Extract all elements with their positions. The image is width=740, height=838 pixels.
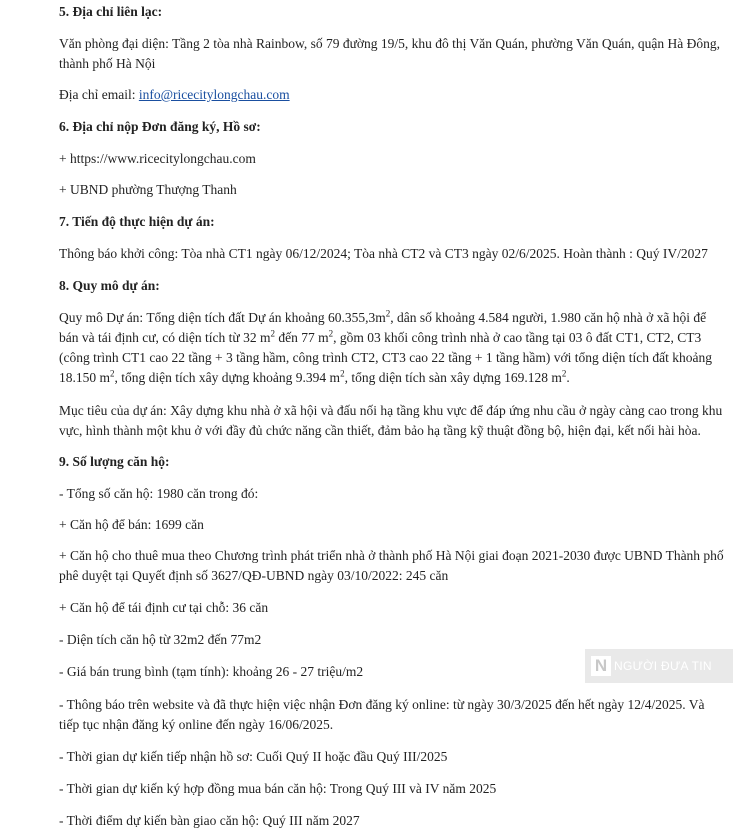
scale-line-1 [59,308,730,328]
scale-text: đến 77 m [274,330,329,345]
contract-time: - Thời gian dự kiến ký hợp đồng mua bán căn hộ: Trong Quý III và IV năm 2025 [59,781,497,796]
scale-text: 18.150 m [59,370,111,385]
apartment-area: - Diện tích căn hộ từ 32m2 đến 77m2 [59,632,262,647]
goal-line-1: Mục tiêu của dự án: Xây dựng khu nhà ở xã hội và đấu nối hạ tầng khu vực để đáp ứng nhu cầu ở ngày càng cao trong khu [59,403,723,418]
goal-line-2: vực, hình thành một khu ở với đầy đủ chức năng cần thiết, đảm bảo hạ tầng kỹ thuật đồng bộ, hiện đại, kết nối hài hòa. [59,423,701,438]
scale-text: , tổng diện tích sàn xây dựng 169.128 m [344,370,562,385]
email-link[interactable]: info@ricecitylongchau.com [138,87,290,102]
watermark-letter: N [591,656,611,676]
superscript: 2 [328,328,334,339]
apartment-sale: + Căn hộ để bán: 1699 căn [59,517,204,532]
watermark-logo [585,649,733,683]
section-7-heading: 7. Tiến độ thực hiện dự án: [59,214,215,229]
notice-line-2: tiếp tục nhận đăng ký online đến ngày 16/06/2025. [59,717,334,732]
superscript: 2 [561,368,567,379]
section-5-heading: 5. Địa chỉ liên lạc: [59,4,163,19]
scale-line-3: (công trình CT1 cao 22 tầng + 3 tầng hầm, công trình CT2, CT3 cao 22 tầng + 1 tầng hầm) với tổng diện tích đất khoảng [59,350,712,365]
section-8-heading: 8. Quy mô dự án: [59,278,160,293]
scale-line-4 [59,368,730,388]
scale-text: . [566,370,570,385]
scale-text: , gồm 03 khối công trình nhà ở cao tầng tại 03 ô đất CT1, CT2, CT3 [333,330,702,345]
superscript: 2 [340,368,345,379]
section-6-heading: 6. Địa chỉ nộp Đơn đăng ký, Hồ sơ: [59,119,261,134]
apartment-resettle: + Căn hộ để tái định cư tại chỗ: 36 căn [59,600,269,615]
apartment-rent-line-1: + Căn hộ cho thuê mua theo Chương trình phát triển nhà ở thành phố Hà Nội giai đoạn 2021-2030 được UBND Thành phố [59,548,724,563]
office-address-line-1: Văn phòng đại diện: Tầng 2 tòa nhà Rainbow, số 79 đường 19/5, khu đô thị Văn Quán, phường Văn Quán, quận Hà Đông, [59,36,720,51]
office-address-line-2: thành phố Hà Nội [59,56,156,71]
apartment-price: - Giá bán trung bình (tạm tính): khoảng 26 - 27 triệu/m2 [59,664,364,679]
submission-item-ward: + UBND phường Thượng Thanh [59,182,237,197]
email-line [59,85,730,105]
submission-item-website: + https://www.ricecitylongchau.com [59,151,256,166]
section-9-heading: 9. Số lượng căn hộ: [59,454,170,469]
apartment-rent-line-2: phê duyệt tại Quyết định số 3627/QĐ-UBND ngày 03/10/2022: 245 căn [59,568,449,583]
scale-text: , tổng diện tích xây dựng khoảng 9.394 m [114,370,341,385]
apartment-total: - Tổng số căn hộ: 1980 căn trong đó: [59,486,259,501]
scale-text: Quy mô Dự án: Tổng diện tích đất Dự án khoảng 60.355,3m [59,310,386,325]
progress-text: Thông báo khởi công: Tòa nhà CT1 ngày 06/12/2024; Tòa nhà CT2 và CT3 ngày 02/6/2025. Hoàn thành : Quý IV/2027 [59,246,708,261]
scale-text: , dân số khoảng 4.584 người, 1.980 căn hộ nhà ở xã hội để [390,310,707,325]
scale-line-2 [59,328,730,348]
superscript: 2 [270,328,275,339]
handover-time: - Thời điểm dự kiến bàn giao căn hộ: Quý III năm 2027 [59,813,360,828]
email-label: Địa chỉ email: [59,87,139,102]
receive-time: - Thời gian dự kiến tiếp nhận hồ sơ: Cuối Quý II hoặc đầu Quý III/2025 [59,749,448,764]
watermark-text: NGƯỜI ĐƯA TIN [614,659,712,673]
notice-line-1: - Thông báo trên website và đã thực hiện việc nhận Đơn đăng ký online: từ ngày 30/3/2025 đến hết ngày 12/4/2025. Và [59,697,705,712]
superscript: 2 [110,368,115,379]
superscript: 2 [385,308,391,319]
scale-text: bán và tái định cư, có diện tích từ 32 m [59,330,271,345]
